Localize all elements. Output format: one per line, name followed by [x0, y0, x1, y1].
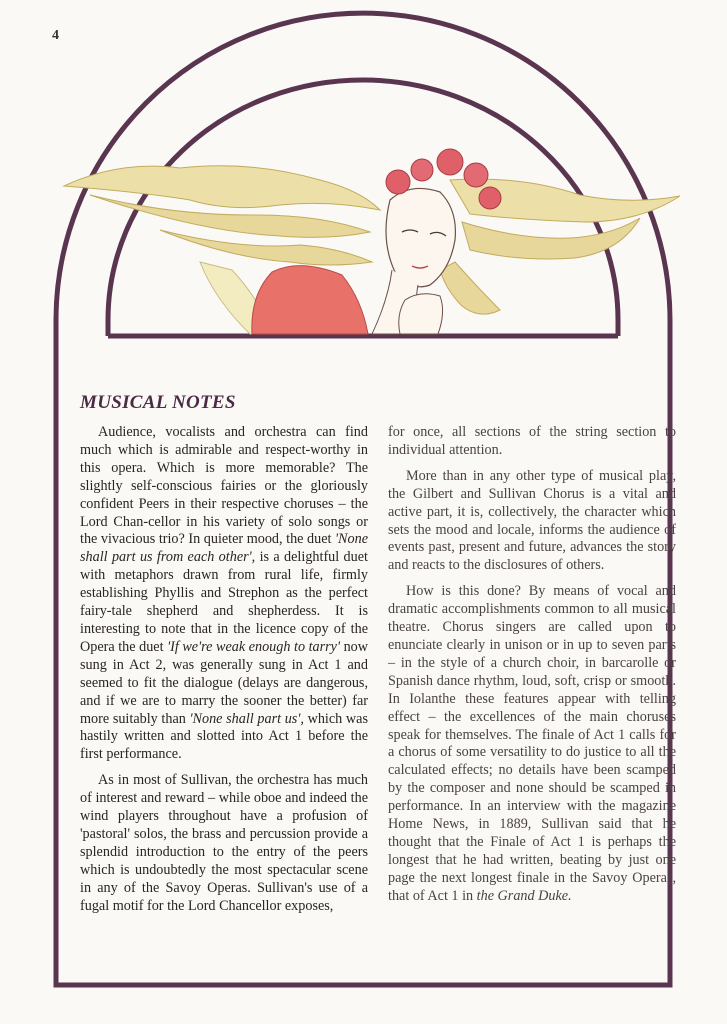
flower-5 — [479, 187, 501, 209]
fairy-hand — [399, 294, 443, 334]
flower-2 — [411, 159, 433, 181]
right-paragraph-2: How is this done? By means of vocal and dramatic accomplishments common to all musical theatre. Chorus singers are called upon to enunciate clearly in unison or in up to seven parts – in the style of a church choir, in barcarolle or Spanish dance rhythm, loud, soft, crisp or smooth. In Iolanthe these features appear with telling effect – the excellences of the main choruses speak for themselves. The finale of Act 1 calls for a chorus of some versatility to do justice to all the calculated effects; no details have been scamped by the composer and none should be scamped in performance. In an interview with the magazine Home News, in 1889, Sullivan said that he thought that the Finale of Act 1 is perhaps the longest that he had written, beating by just one page the next longest finale in the Savoy Operas, that of Act 1 in the Grand Duke. — [388, 583, 676, 904]
flower-3 — [437, 149, 463, 175]
fairy-dress — [252, 266, 368, 334]
right-paragraph-1: More than in any other type of musical play, the Gilbert and Sullivan Chorus is a vital and active part, it is, collectively, the character which sets the mood and locale, informs the audience of events past, present and future, advances the story and reacts to the disclosures of others. — [388, 467, 676, 574]
left-column — [80, 424, 368, 923]
hair-left-stream — [64, 166, 380, 210]
right-column — [388, 424, 676, 914]
left-paragraph-1: Audience, vocalists and orchestra can find much which is admirable and respect-worthy in this opera. Which is more memorable? The slightly self-conscious fairies or the gloriously confident Peers in their respective choruses – the Lord Chan-cellor in his variety of solo songs or the vivacious trio? In quieter mood, the duet 'None shall part us from each other', is a delightful duet with metaphors drawn from rural life, firmly establishing Phyllis and Strephon as the perfect fairy-tale shepherd and shepherdess. It is interesting to note that in the licence copy of the Opera the duet 'If we're weak enough to tarry' now sung in Act 2, was generally sung in Act 1 and seemed to fit the dialogue (delays are dangerous, and if we are to marry the sooner the better) far more suitably than 'None shall part us', which was hastily written and slotted into Act 1 before the first performance. — [80, 424, 369, 763]
hair-right-stream-2 — [462, 218, 640, 259]
fairy-illustration — [64, 149, 680, 334]
flower-4 — [464, 163, 488, 187]
section-heading: MUSICAL NOTES — [80, 392, 236, 413]
page-number: 4 — [52, 28, 59, 43]
right-paragraph-0: for once, all sections of the string section to individual attention. — [388, 424, 676, 458]
flower-1 — [386, 170, 410, 194]
left-paragraph-2: As in most of Sullivan, the orchestra has much of interest and reward – while oboe and indeed the wind players throughout have a profusion of 'pastoral' solos, the brass and percussion provide a splendid introduction to the entry of the peers which is undoubtedly the most spectacular scene in any of the Savoy Operas. Sullivan's use of a fugal motif for the Lord Chancellor exposes, — [80, 772, 368, 914]
hair-right-stream-3 — [440, 262, 500, 314]
